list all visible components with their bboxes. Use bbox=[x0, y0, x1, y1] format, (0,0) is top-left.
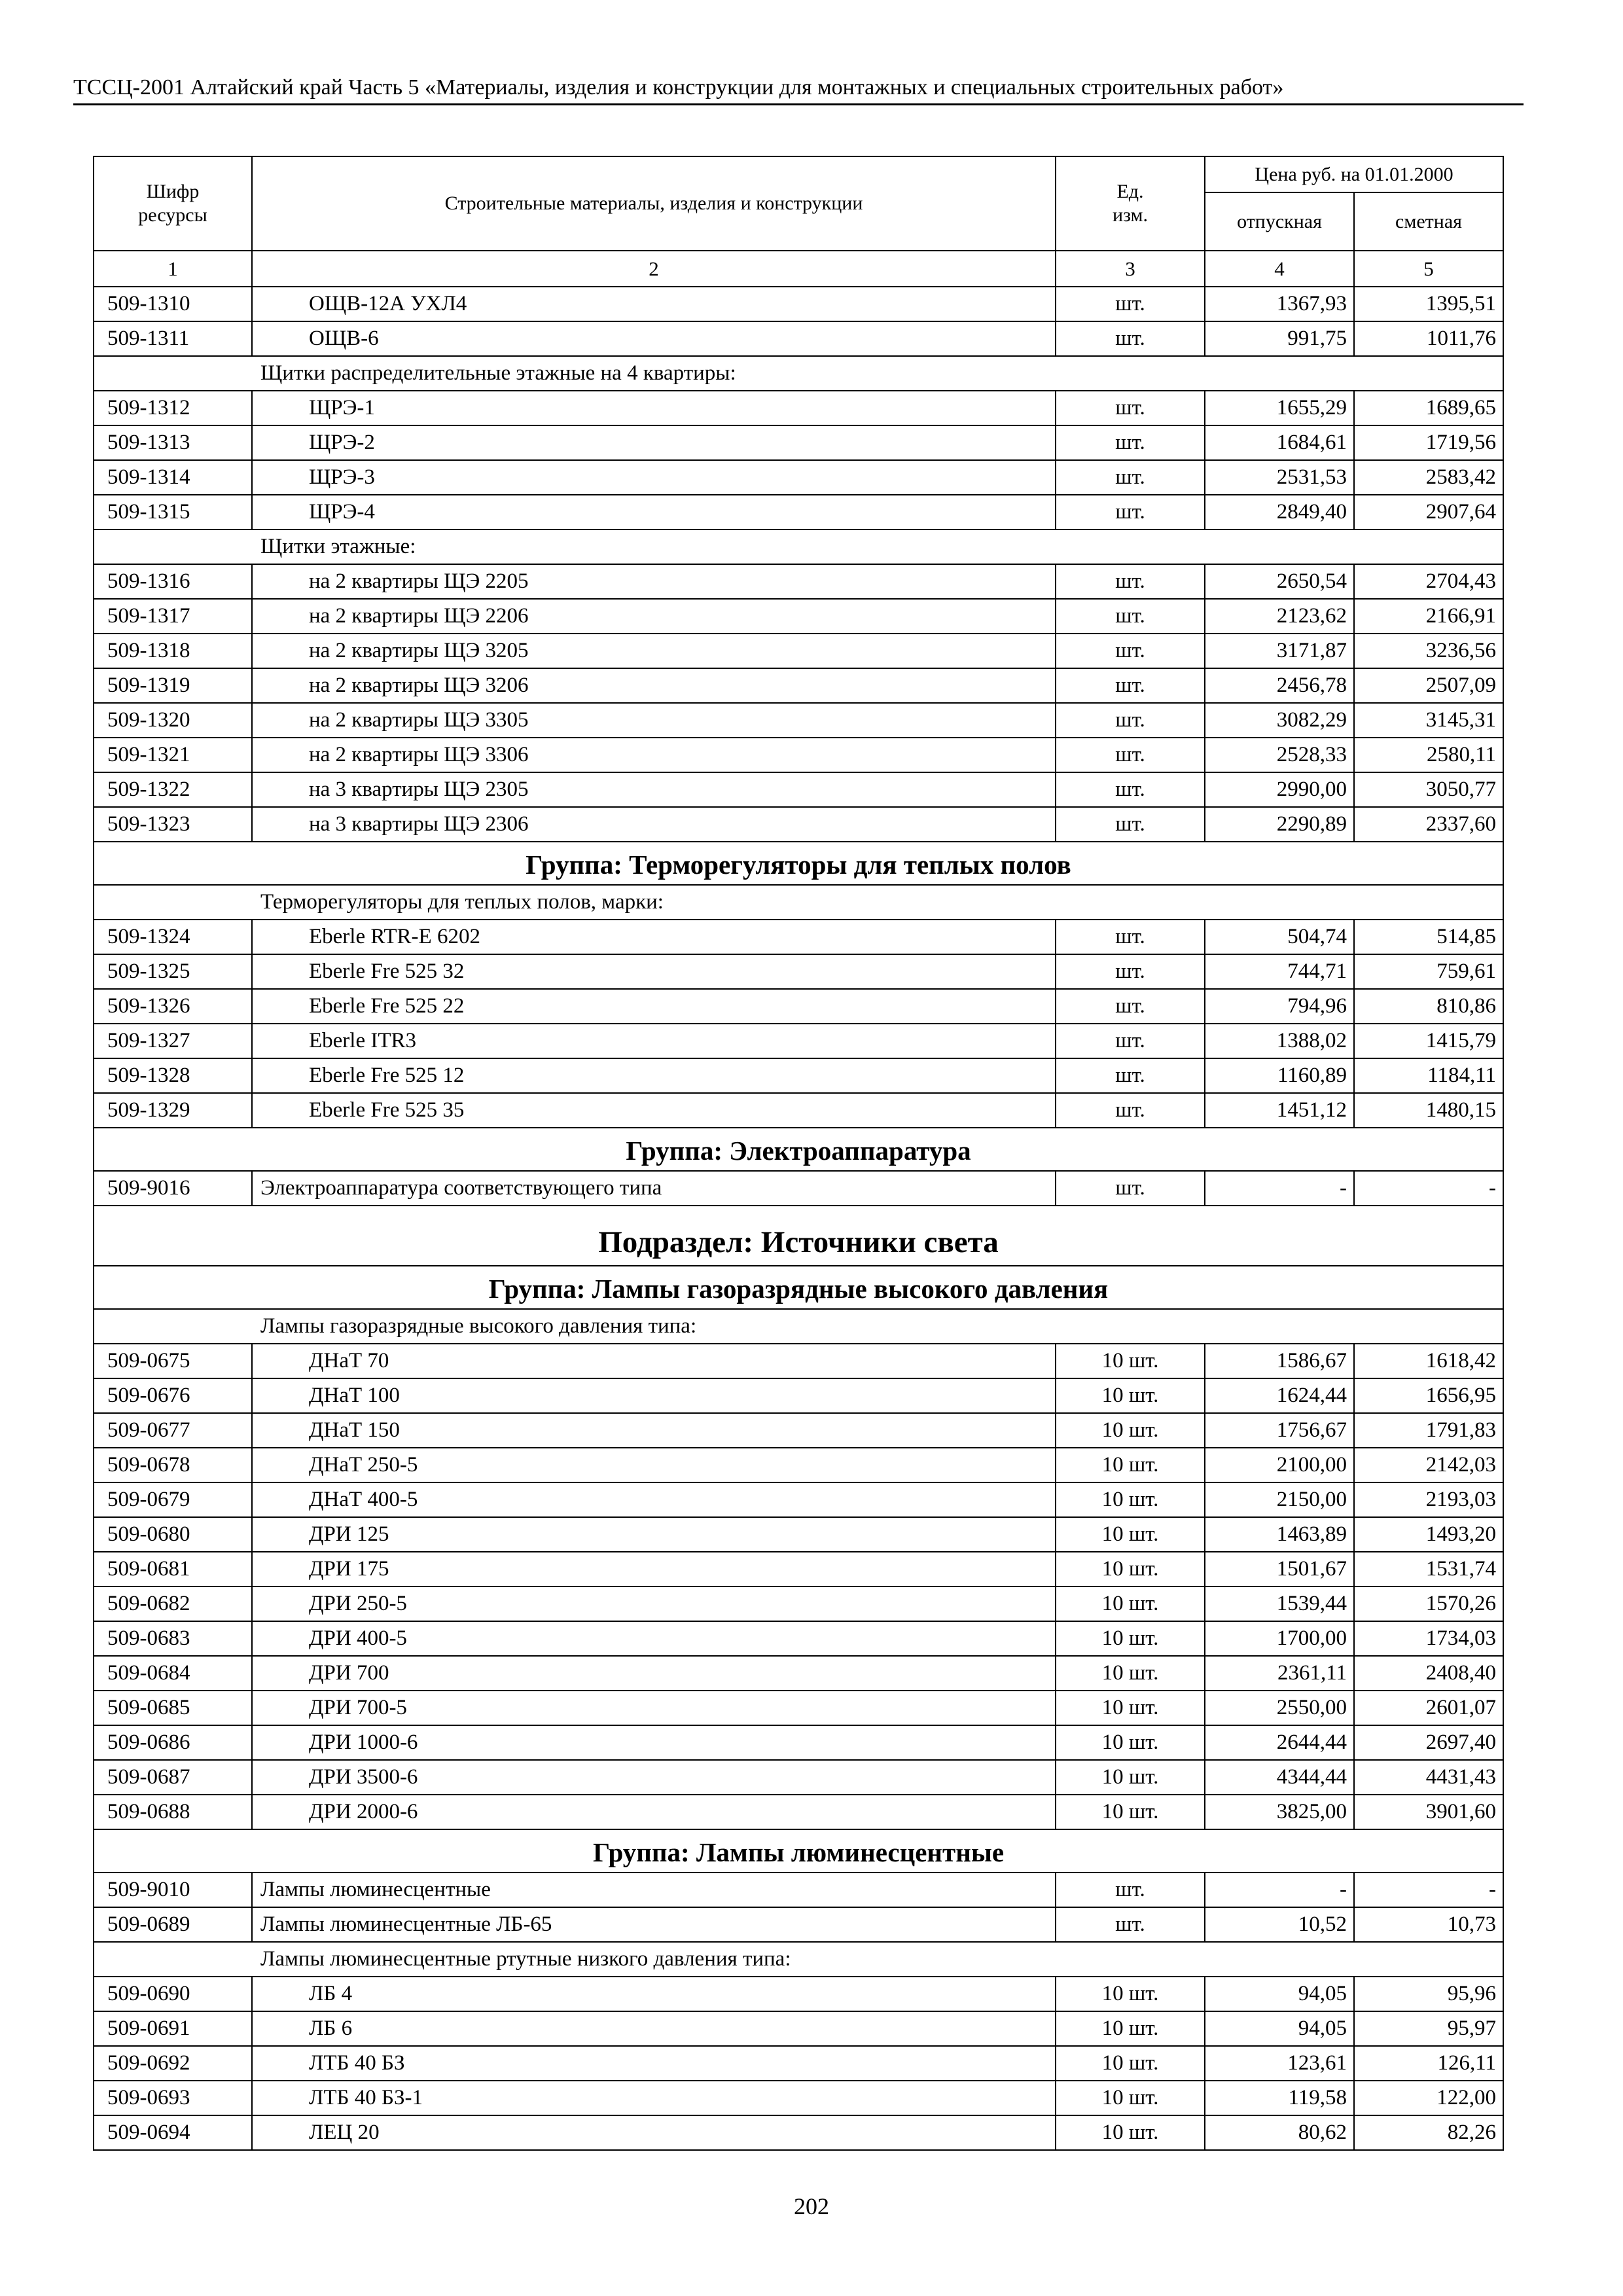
table-row bbox=[94, 1795, 1503, 1829]
table-row bbox=[94, 1517, 1503, 1552]
material-name: Лампы люминесцентные bbox=[252, 1873, 1056, 1907]
resource-code: 509-1329 bbox=[94, 1093, 252, 1128]
resource-code: 509-0688 bbox=[94, 1795, 252, 1829]
price-estimate: 810,86 bbox=[1354, 989, 1503, 1024]
price-release: 1451,12 bbox=[1205, 1093, 1354, 1128]
table-row bbox=[94, 495, 1503, 529]
unit-of-measure: 10 шт. bbox=[1056, 1656, 1205, 1691]
resource-code: 509-0681 bbox=[94, 1552, 252, 1587]
price-release: 1388,02 bbox=[1205, 1024, 1354, 1058]
price-release: 3825,00 bbox=[1205, 1795, 1354, 1829]
resource-code: 509-0691 bbox=[94, 2011, 252, 2046]
price-estimate: 4431,43 bbox=[1354, 1760, 1503, 1795]
resource-code: 509-0687 bbox=[94, 1760, 252, 1795]
table-row bbox=[94, 425, 1503, 460]
unit-of-measure: 10 шт. bbox=[1056, 2115, 1205, 2150]
price-estimate: - bbox=[1354, 1171, 1503, 1206]
table-row bbox=[94, 1977, 1503, 2011]
price-estimate: 2166,91 bbox=[1354, 599, 1503, 634]
material-name: ОЩВ-12А УХЛ4 bbox=[252, 287, 1056, 321]
material-name: на 2 квартиры ЩЭ 3305 bbox=[252, 703, 1056, 738]
resource-code: 509-0682 bbox=[94, 1587, 252, 1621]
price-release: - bbox=[1205, 1873, 1354, 1907]
table-row bbox=[94, 989, 1503, 1024]
subheading-text: Щитки распределительные этажные на 4 квартиры: bbox=[94, 356, 1503, 391]
table-row bbox=[94, 703, 1503, 738]
unit-of-measure: шт. bbox=[1056, 425, 1205, 460]
price-release: 2531,53 bbox=[1205, 460, 1354, 495]
unit-of-measure: шт. bbox=[1056, 1873, 1205, 1907]
unit-of-measure: шт. bbox=[1056, 287, 1205, 321]
table-row bbox=[94, 391, 1503, 425]
running-header: ТССЦ-2001 Алтайский край Часть 5 «Материалы, изделия и конструкции для монтажных и специальных строительных работ» bbox=[73, 73, 1524, 105]
material-name: Eberle Fre 525 32 bbox=[252, 954, 1056, 989]
material-name: ДРИ 1000-6 bbox=[252, 1725, 1056, 1760]
unit-of-measure: шт. bbox=[1056, 668, 1205, 703]
material-name: Eberle ITR3 bbox=[252, 1024, 1056, 1058]
table-row bbox=[94, 1171, 1503, 1206]
material-name: ДНаТ 100 bbox=[252, 1378, 1056, 1413]
resource-code: 509-1327 bbox=[94, 1024, 252, 1058]
resource-code: 509-0686 bbox=[94, 1725, 252, 1760]
table-row bbox=[94, 954, 1503, 989]
table-row bbox=[94, 1344, 1503, 1378]
price-estimate: 82,26 bbox=[1354, 2115, 1503, 2150]
table-row bbox=[94, 1587, 1503, 1621]
unit-of-measure: 10 шт. bbox=[1056, 1448, 1205, 1482]
price-release: 2290,89 bbox=[1205, 807, 1354, 842]
price-release: 2849,40 bbox=[1205, 495, 1354, 529]
price-release: 2650,54 bbox=[1205, 564, 1354, 599]
price-release: 2990,00 bbox=[1205, 772, 1354, 807]
column-number: 5 bbox=[1354, 251, 1503, 287]
subheading-row bbox=[94, 356, 1503, 391]
price-release: 3171,87 bbox=[1205, 634, 1354, 668]
unit-of-measure: шт. bbox=[1056, 1058, 1205, 1093]
resource-code: 509-1313 bbox=[94, 425, 252, 460]
table-row bbox=[94, 1378, 1503, 1413]
price-release: 1539,44 bbox=[1205, 1587, 1354, 1621]
resource-code: 509-0692 bbox=[94, 2046, 252, 2081]
resource-code: 509-0685 bbox=[94, 1691, 252, 1725]
group-heading-row bbox=[94, 1829, 1503, 1873]
column-header-name: Строительные материалы, изделия и конструкции bbox=[252, 156, 1056, 251]
resource-code: 509-0680 bbox=[94, 1517, 252, 1552]
price-estimate: 1719,56 bbox=[1354, 425, 1503, 460]
price-estimate: 2142,03 bbox=[1354, 1448, 1503, 1482]
price-estimate: 1531,74 bbox=[1354, 1552, 1503, 1587]
price-table bbox=[93, 156, 1504, 2151]
subsection-heading: Подраздел: Источники света bbox=[94, 1206, 1503, 1266]
price-estimate: 126,11 bbox=[1354, 2046, 1503, 2081]
material-name: ЛТБ 40 БЗ-1 bbox=[252, 2081, 1056, 2115]
table-row bbox=[94, 1691, 1503, 1725]
table-row bbox=[94, 1058, 1503, 1093]
price-release: 1624,44 bbox=[1205, 1378, 1354, 1413]
price-estimate: 3236,56 bbox=[1354, 634, 1503, 668]
price-estimate: 3145,31 bbox=[1354, 703, 1503, 738]
resource-code: 509-1315 bbox=[94, 495, 252, 529]
table-row bbox=[94, 1725, 1503, 1760]
resource-code: 509-0676 bbox=[94, 1378, 252, 1413]
unit-of-measure: шт. bbox=[1056, 564, 1205, 599]
group-heading: Группа: Лампы газоразрядные высокого давления bbox=[94, 1266, 1503, 1309]
resource-code: 509-0678 bbox=[94, 1448, 252, 1482]
column-header-unit bbox=[1056, 156, 1205, 251]
page-number: 202 bbox=[794, 2193, 829, 2219]
unit-of-measure: шт. bbox=[1056, 1171, 1205, 1206]
price-release: 1684,61 bbox=[1205, 425, 1354, 460]
price-estimate: 2193,03 bbox=[1354, 1482, 1503, 1517]
unit-of-measure: 10 шт. bbox=[1056, 1621, 1205, 1656]
material-name: ДНаТ 150 bbox=[252, 1413, 1056, 1448]
material-name: на 2 квартиры ЩЭ 2205 bbox=[252, 564, 1056, 599]
price-estimate: 2580,11 bbox=[1354, 738, 1503, 772]
price-estimate: 1011,76 bbox=[1354, 321, 1503, 356]
resource-code: 509-0689 bbox=[94, 1907, 252, 1942]
unit-of-measure: 10 шт. bbox=[1056, 1760, 1205, 1795]
price-estimate: 2507,09 bbox=[1354, 668, 1503, 703]
table-row bbox=[94, 1552, 1503, 1587]
unit-of-measure: шт. bbox=[1056, 954, 1205, 989]
material-name: на 3 квартиры ЩЭ 2305 bbox=[252, 772, 1056, 807]
price-release: 2100,00 bbox=[1205, 1448, 1354, 1482]
price-release: 794,96 bbox=[1205, 989, 1354, 1024]
table-row bbox=[94, 321, 1503, 356]
group-heading-row bbox=[94, 1128, 1503, 1171]
material-name: ДНаТ 400-5 bbox=[252, 1482, 1056, 1517]
price-estimate: 1570,26 bbox=[1354, 1587, 1503, 1621]
group-heading-row bbox=[94, 1266, 1503, 1309]
material-name: ДРИ 3500-6 bbox=[252, 1760, 1056, 1795]
price-estimate: 3050,77 bbox=[1354, 772, 1503, 807]
subsection-heading-row bbox=[94, 1206, 1503, 1266]
price-release: 4344,44 bbox=[1205, 1760, 1354, 1795]
resource-code: 509-1325 bbox=[94, 954, 252, 989]
price-release: 3082,29 bbox=[1205, 703, 1354, 738]
group-heading-row bbox=[94, 842, 1503, 885]
table-row bbox=[94, 1621, 1503, 1656]
unit-of-measure: 10 шт. bbox=[1056, 2081, 1205, 2115]
material-name: ЩРЭ-2 bbox=[252, 425, 1056, 460]
price-estimate: 1689,65 bbox=[1354, 391, 1503, 425]
resource-code: 509-1323 bbox=[94, 807, 252, 842]
price-release: 1756,67 bbox=[1205, 1413, 1354, 1448]
unit-of-measure: шт. bbox=[1056, 1907, 1205, 1942]
price-estimate: 1734,03 bbox=[1354, 1621, 1503, 1656]
table-row bbox=[94, 772, 1503, 807]
material-name: ДРИ 700-5 bbox=[252, 1691, 1056, 1725]
resource-code: 509-1311 bbox=[94, 321, 252, 356]
resource-code: 509-9016 bbox=[94, 1171, 252, 1206]
table-row bbox=[94, 920, 1503, 954]
table-row bbox=[94, 2115, 1503, 2150]
price-release: 2550,00 bbox=[1205, 1691, 1354, 1725]
price-estimate: 2337,60 bbox=[1354, 807, 1503, 842]
unit-of-measure: 10 шт. bbox=[1056, 1552, 1205, 1587]
unit-of-measure: 10 шт. bbox=[1056, 1378, 1205, 1413]
table-row bbox=[94, 738, 1503, 772]
unit-of-measure: 10 шт. bbox=[1056, 1344, 1205, 1378]
price-release: 2150,00 bbox=[1205, 1482, 1354, 1517]
price-release: 2528,33 bbox=[1205, 738, 1354, 772]
unit-of-measure: 10 шт. bbox=[1056, 1482, 1205, 1517]
material-name: ДРИ 250-5 bbox=[252, 1587, 1056, 1621]
table-row bbox=[94, 668, 1503, 703]
subheading-row bbox=[94, 1942, 1503, 1977]
column-header-price-estimate: сметная bbox=[1354, 192, 1503, 251]
table-row bbox=[94, 287, 1503, 321]
price-release: 80,62 bbox=[1205, 2115, 1354, 2150]
table-body bbox=[94, 287, 1503, 2150]
table-row bbox=[94, 807, 1503, 842]
material-name: ЛБ 6 bbox=[252, 2011, 1056, 2046]
material-name: ДРИ 700 bbox=[252, 1656, 1056, 1691]
table-row bbox=[94, 2011, 1503, 2046]
resource-code: 509-0690 bbox=[94, 1977, 252, 2011]
unit-of-measure: шт. bbox=[1056, 703, 1205, 738]
resource-code: 509-0683 bbox=[94, 1621, 252, 1656]
price-estimate: - bbox=[1354, 1873, 1503, 1907]
column-number: 2 bbox=[252, 251, 1056, 287]
table-row bbox=[94, 599, 1503, 634]
material-name: на 2 квартиры ЩЭ 3206 bbox=[252, 668, 1056, 703]
table-row bbox=[94, 634, 1503, 668]
material-name: Eberle Fre 525 35 bbox=[252, 1093, 1056, 1128]
table-row bbox=[94, 1907, 1503, 1942]
resource-code: 509-9010 bbox=[94, 1873, 252, 1907]
price-release: 1463,89 bbox=[1205, 1517, 1354, 1552]
material-name: ДРИ 400-5 bbox=[252, 1621, 1056, 1656]
table-row bbox=[94, 1093, 1503, 1128]
unit-of-measure: шт. bbox=[1056, 807, 1205, 842]
resource-code: 509-0675 bbox=[94, 1344, 252, 1378]
price-release: 1367,93 bbox=[1205, 287, 1354, 321]
resource-code: 509-1316 bbox=[94, 564, 252, 599]
price-estimate: 1791,83 bbox=[1354, 1413, 1503, 1448]
resource-code: 509-0679 bbox=[94, 1482, 252, 1517]
price-release: 94,05 bbox=[1205, 1977, 1354, 2011]
column-number: 1 bbox=[94, 251, 252, 287]
resource-code: 509-1320 bbox=[94, 703, 252, 738]
price-estimate: 2583,42 bbox=[1354, 460, 1503, 495]
price-release: 991,75 bbox=[1205, 321, 1354, 356]
resource-code: 509-1312 bbox=[94, 391, 252, 425]
price-estimate: 95,96 bbox=[1354, 1977, 1503, 2011]
unit-of-measure: 10 шт. bbox=[1056, 1691, 1205, 1725]
material-name: Электроаппаратура соответствующего типа bbox=[252, 1171, 1056, 1206]
price-estimate: 1480,15 bbox=[1354, 1093, 1503, 1128]
material-name: ДРИ 175 bbox=[252, 1552, 1056, 1587]
subheading-text: Терморегуляторы для теплых полов, марки: bbox=[94, 885, 1503, 920]
table-row bbox=[94, 1656, 1503, 1691]
subheading-text: Лампы газоразрядные высокого давления типа: bbox=[94, 1309, 1503, 1344]
price-estimate: 759,61 bbox=[1354, 954, 1503, 989]
price-estimate: 2697,40 bbox=[1354, 1725, 1503, 1760]
resource-code: 509-1326 bbox=[94, 989, 252, 1024]
price-estimate: 2601,07 bbox=[1354, 1691, 1503, 1725]
price-release: 504,74 bbox=[1205, 920, 1354, 954]
table-row bbox=[94, 1873, 1503, 1907]
unit-of-measure: шт. bbox=[1056, 1024, 1205, 1058]
subheading-row bbox=[94, 529, 1503, 564]
material-name: ЛТБ 40 БЗ bbox=[252, 2046, 1056, 2081]
price-release: 2123,62 bbox=[1205, 599, 1354, 634]
subheading-row bbox=[94, 1309, 1503, 1344]
unit-of-measure: шт. bbox=[1056, 460, 1205, 495]
unit-of-measure: 10 шт. bbox=[1056, 1517, 1205, 1552]
price-estimate: 2907,64 bbox=[1354, 495, 1503, 529]
resource-code: 509-0684 bbox=[94, 1656, 252, 1691]
table-row bbox=[94, 2081, 1503, 2115]
resource-code: 509-1321 bbox=[94, 738, 252, 772]
price-release: 1700,00 bbox=[1205, 1621, 1354, 1656]
column-header-code bbox=[94, 156, 252, 251]
column-header-unit-label: Ед. изм. bbox=[1113, 181, 1148, 226]
resource-code: 509-0677 bbox=[94, 1413, 252, 1448]
subheading-row bbox=[94, 885, 1503, 920]
resource-code: 509-1322 bbox=[94, 772, 252, 807]
material-name: Лампы люминесцентные ЛБ-65 bbox=[252, 1907, 1056, 1942]
group-heading: Группа: Лампы люминесцентные bbox=[94, 1829, 1503, 1873]
unit-of-measure: шт. bbox=[1056, 634, 1205, 668]
unit-of-measure: шт. bbox=[1056, 738, 1205, 772]
price-estimate: 10,73 bbox=[1354, 1907, 1503, 1942]
column-number: 3 bbox=[1056, 251, 1205, 287]
material-name: ЛЕЦ 20 bbox=[252, 2115, 1056, 2150]
price-estimate: 514,85 bbox=[1354, 920, 1503, 954]
price-release: 123,61 bbox=[1205, 2046, 1354, 2081]
material-name: ДРИ 2000-6 bbox=[252, 1795, 1056, 1829]
material-name: на 3 квартиры ЩЭ 2306 bbox=[252, 807, 1056, 842]
unit-of-measure: шт. bbox=[1056, 1093, 1205, 1128]
table-row bbox=[94, 2046, 1503, 2081]
price-release: 2361,11 bbox=[1205, 1656, 1354, 1691]
resource-code: 509-0693 bbox=[94, 2081, 252, 2115]
price-release: 1655,29 bbox=[1205, 391, 1354, 425]
unit-of-measure: 10 шт. bbox=[1056, 1795, 1205, 1829]
material-name: ЛБ 4 bbox=[252, 1977, 1056, 2011]
resource-code: 509-1328 bbox=[94, 1058, 252, 1093]
price-estimate: 1415,79 bbox=[1354, 1024, 1503, 1058]
material-name: Eberle Fre 525 12 bbox=[252, 1058, 1056, 1093]
material-name: ЩРЭ-3 bbox=[252, 460, 1056, 495]
unit-of-measure: шт. bbox=[1056, 920, 1205, 954]
price-estimate: 3901,60 bbox=[1354, 1795, 1503, 1829]
table-header bbox=[94, 156, 1503, 287]
price-release: 1501,67 bbox=[1205, 1552, 1354, 1587]
resource-code: 509-1314 bbox=[94, 460, 252, 495]
column-header-code-label: Шифр ресурсы bbox=[138, 181, 207, 226]
subheading-text: Щитки этажные: bbox=[94, 529, 1503, 564]
price-release: 119,58 bbox=[1205, 2081, 1354, 2115]
material-name: Eberle RTR-E 6202 bbox=[252, 920, 1056, 954]
column-number: 4 bbox=[1205, 251, 1354, 287]
column-header-price-group: Цена руб. на 01.01.2000 bbox=[1205, 156, 1503, 192]
unit-of-measure: шт. bbox=[1056, 391, 1205, 425]
resource-code: 509-0694 bbox=[94, 2115, 252, 2150]
material-name: ДНаТ 250-5 bbox=[252, 1448, 1056, 1482]
material-name: ЩРЭ-1 bbox=[252, 391, 1056, 425]
unit-of-measure: шт. bbox=[1056, 321, 1205, 356]
price-release: 2456,78 bbox=[1205, 668, 1354, 703]
column-header-price-release: отпускная bbox=[1205, 192, 1354, 251]
unit-of-measure: 10 шт. bbox=[1056, 1977, 1205, 2011]
price-release: 94,05 bbox=[1205, 2011, 1354, 2046]
material-name: ЩРЭ-4 bbox=[252, 495, 1056, 529]
price-estimate: 2408,40 bbox=[1354, 1656, 1503, 1691]
column-numbers-row bbox=[94, 251, 1503, 287]
table-row bbox=[94, 1448, 1503, 1482]
price-estimate: 1656,95 bbox=[1354, 1378, 1503, 1413]
price-estimate: 95,97 bbox=[1354, 2011, 1503, 2046]
price-estimate: 1493,20 bbox=[1354, 1517, 1503, 1552]
price-release: 2644,44 bbox=[1205, 1725, 1354, 1760]
table-row bbox=[94, 1482, 1503, 1517]
resource-code: 509-1319 bbox=[94, 668, 252, 703]
material-name: ДНаТ 70 bbox=[252, 1344, 1056, 1378]
price-release: 1160,89 bbox=[1205, 1058, 1354, 1093]
resource-code: 509-1310 bbox=[94, 287, 252, 321]
price-release: - bbox=[1205, 1171, 1354, 1206]
material-name: на 2 квартиры ЩЭ 3205 bbox=[252, 634, 1056, 668]
table-row bbox=[94, 564, 1503, 599]
unit-of-measure: 10 шт. bbox=[1056, 1587, 1205, 1621]
table-row bbox=[94, 460, 1503, 495]
material-name: ОЩВ-6 bbox=[252, 321, 1056, 356]
group-heading: Группа: Терморегуляторы для теплых полов bbox=[94, 842, 1503, 885]
price-release: 10,52 bbox=[1205, 1907, 1354, 1942]
unit-of-measure: 10 шт. bbox=[1056, 2011, 1205, 2046]
unit-of-measure: шт. bbox=[1056, 772, 1205, 807]
price-release: 1586,67 bbox=[1205, 1344, 1354, 1378]
price-estimate: 1184,11 bbox=[1354, 1058, 1503, 1093]
unit-of-measure: 10 шт. bbox=[1056, 2046, 1205, 2081]
resource-code: 509-1317 bbox=[94, 599, 252, 634]
price-estimate: 1618,42 bbox=[1354, 1344, 1503, 1378]
subheading-text: Лампы люминесцентные ртутные низкого давления типа: bbox=[94, 1942, 1503, 1977]
unit-of-measure: шт. bbox=[1056, 599, 1205, 634]
material-name: ДРИ 125 bbox=[252, 1517, 1056, 1552]
price-estimate: 122,00 bbox=[1354, 2081, 1503, 2115]
material-name: на 2 квартиры ЩЭ 3306 bbox=[252, 738, 1056, 772]
unit-of-measure: шт. bbox=[1056, 989, 1205, 1024]
material-name: на 2 квартиры ЩЭ 2206 bbox=[252, 599, 1056, 634]
table-row bbox=[94, 1413, 1503, 1448]
material-name: Eberle Fre 525 22 bbox=[252, 989, 1056, 1024]
price-estimate: 2704,43 bbox=[1354, 564, 1503, 599]
unit-of-measure: 10 шт. bbox=[1056, 1725, 1205, 1760]
price-estimate: 1395,51 bbox=[1354, 287, 1503, 321]
group-heading: Группа: Электроаппаратура bbox=[94, 1128, 1503, 1171]
unit-of-measure: 10 шт. bbox=[1056, 1413, 1205, 1448]
table-row bbox=[94, 1760, 1503, 1795]
table-row bbox=[94, 1024, 1503, 1058]
unit-of-measure: шт. bbox=[1056, 495, 1205, 529]
resource-code: 509-1324 bbox=[94, 920, 252, 954]
resource-code: 509-1318 bbox=[94, 634, 252, 668]
price-release: 744,71 bbox=[1205, 954, 1354, 989]
